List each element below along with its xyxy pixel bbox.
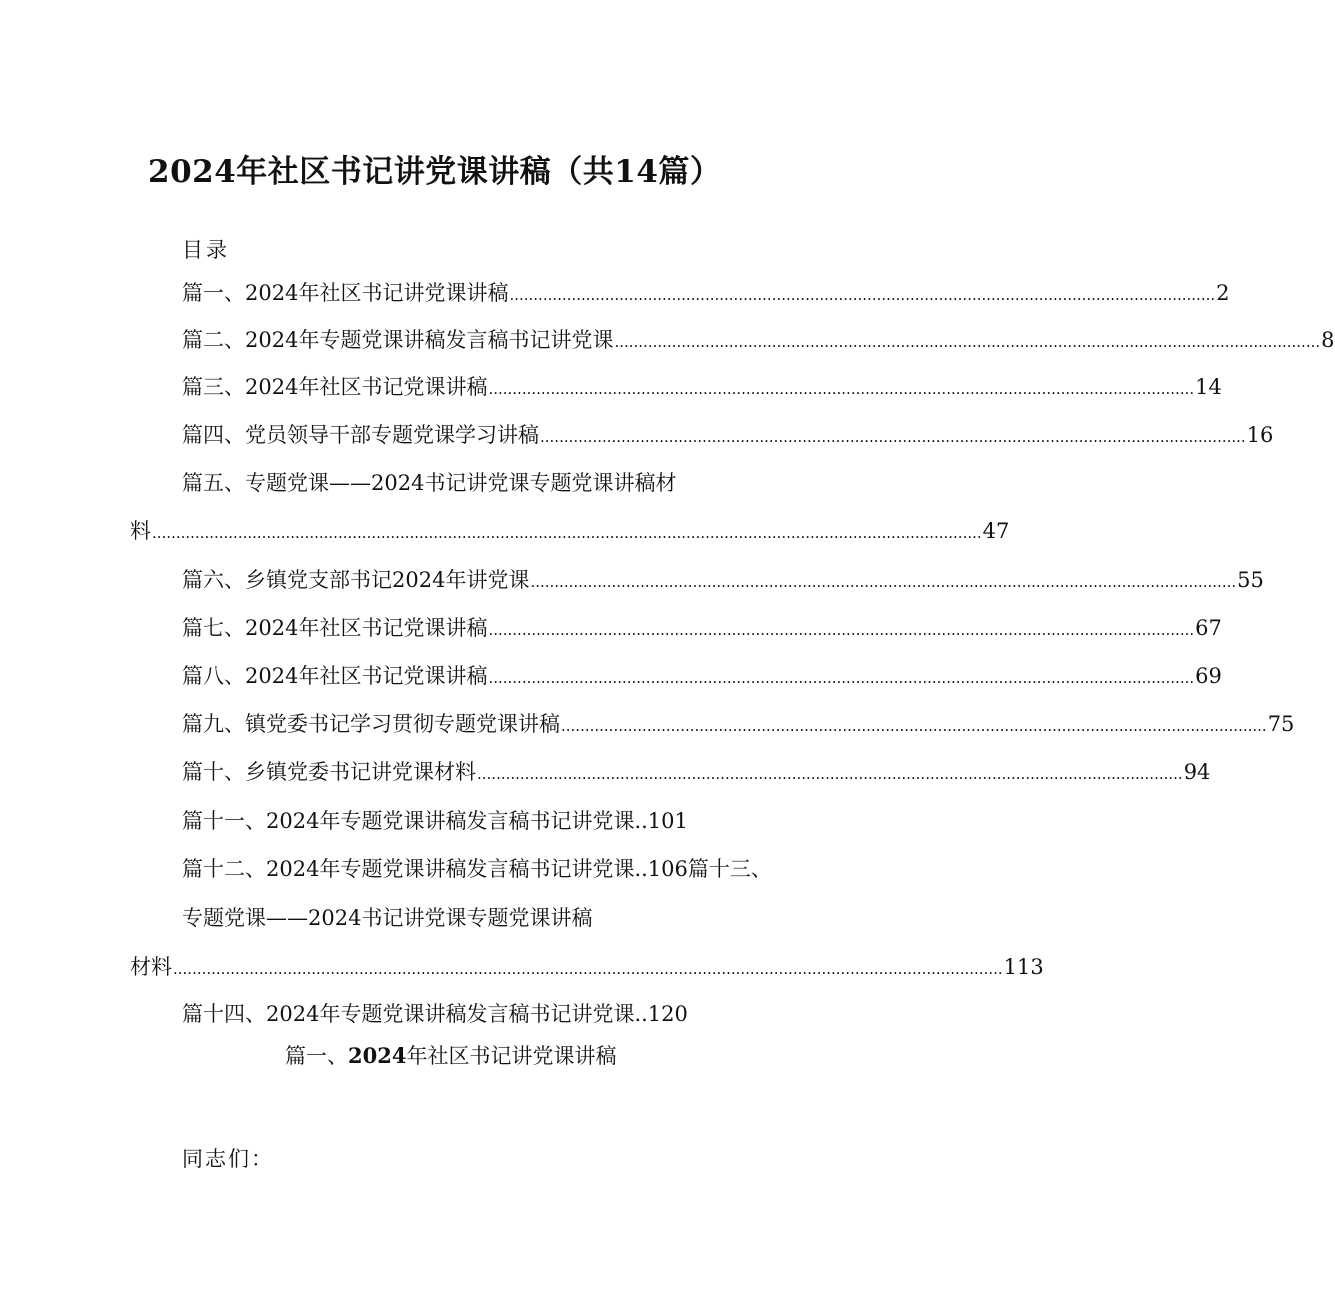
toc-leader-dots: .................................................................................................................................................... xyxy=(561,717,1267,735)
section-heading-rest: 年社区书记讲党课讲稿 xyxy=(406,1044,617,1068)
toc-entry-label: 材料 xyxy=(130,955,172,979)
toc-entry-12[interactable]: 篇十二、2024年专题党课讲稿发言稿书记讲党课..106篇十三、 xyxy=(182,857,772,881)
toc-entry-label: 料 xyxy=(130,519,151,543)
toc-entry-7[interactable] xyxy=(182,613,1222,643)
toc-entry-14[interactable]: 篇十四、2024年专题党课讲稿发言稿书记讲党课..120 xyxy=(182,1002,688,1026)
toc-entry-3[interactable] xyxy=(182,372,1222,402)
toc-page-number: 94 xyxy=(1183,760,1211,784)
salutation: 同志们： xyxy=(182,1147,274,1171)
toc-page-number: 113 xyxy=(1003,955,1044,979)
toc-entry-label: 篇二、2024年专题党课讲稿发言稿书记讲党课 xyxy=(182,328,614,352)
toc-entry-label: 篇四、党员领导干部专题党课学习讲稿 xyxy=(182,423,539,447)
toc-entry-6[interactable] xyxy=(182,565,1264,595)
toc-leader-dots: .................................................................................................................................................... xyxy=(477,765,1183,783)
toc-entry-label: 篇三、2024年社区书记党课讲稿 xyxy=(182,375,488,399)
toc-entry-label: 篇九、镇党委书记学习贯彻专题党课讲稿 xyxy=(182,712,560,736)
toc-leader-dots: .................................................................................................................................................... xyxy=(540,428,1246,446)
toc-entry-2[interactable] xyxy=(182,325,1335,355)
toc-page-number: 75 xyxy=(1267,712,1295,736)
toc-entry-1[interactable] xyxy=(182,278,1230,308)
toc-leader-dots: .................................................................................................................................................... xyxy=(530,573,1237,591)
toc-page-number: 2 xyxy=(1216,281,1230,305)
toc-entry-13-line2[interactable]: 专题党课——2024书记讲党课专题党课讲稿 xyxy=(182,906,593,930)
section-heading-year: 2024 xyxy=(348,1043,407,1068)
toc-entry-label: 篇八、2024年社区书记党课讲稿 xyxy=(182,664,488,688)
toc-entry-5[interactable] xyxy=(130,516,1010,546)
toc-page-number: 16 xyxy=(1246,423,1274,447)
toc-entry-10[interactable] xyxy=(182,757,1211,787)
toc-leader-dots: .................................................................................................................................................... xyxy=(488,669,1195,687)
toc-entry-label: 篇七、2024年社区书记党课讲稿 xyxy=(182,616,488,640)
toc-leader-dots: .................................................................................................................................................... xyxy=(488,380,1195,398)
toc-page-number: 47 xyxy=(982,519,1010,543)
toc-leader-dots: .................................................................................................................................................... xyxy=(488,621,1195,639)
toc-entry-label: 篇一、2024年社区书记讲党课讲稿 xyxy=(182,281,509,305)
toc-leader-dots: .............................................................................................................................................................................. xyxy=(173,960,1003,978)
toc-page-number: 67 xyxy=(1195,616,1222,640)
toc-page-number: 69 xyxy=(1195,664,1222,688)
toc-page-number: 55 xyxy=(1237,568,1264,592)
toc-entry-4[interactable] xyxy=(182,420,1274,450)
toc-heading: 目录 xyxy=(182,238,230,262)
toc-entry-5-line1[interactable]: 篇五、专题党课——2024书记讲党课专题党课讲稿材 xyxy=(182,471,677,495)
toc-entry-label: 篇十、乡镇党委书记讲党课材料 xyxy=(182,760,476,784)
section-heading-prefix: 篇一、 xyxy=(285,1044,348,1068)
section-heading xyxy=(285,1040,616,1070)
toc-leader-dots: .................................................................................................................................................... xyxy=(509,286,1216,304)
toc-leader-dots: .................................................................................................................................................... xyxy=(614,333,1321,351)
toc-entry-9[interactable] xyxy=(182,709,1295,739)
document-title: 2024年社区书记讲党课讲稿（共14篇） xyxy=(148,154,722,190)
toc-entry-8[interactable] xyxy=(182,661,1222,691)
toc-leader-dots: .............................................................................................................................................................................. xyxy=(152,524,982,542)
toc-entry-13[interactable] xyxy=(130,952,1044,982)
toc-page-number: 14 xyxy=(1195,375,1222,399)
toc-entry-11[interactable]: 篇十一、2024年专题党课讲稿发言稿书记讲党课..101 xyxy=(182,809,688,833)
toc-page-number: 8 xyxy=(1321,328,1335,352)
toc-entry-label: 篇六、乡镇党支部书记2024年讲党课 xyxy=(182,568,530,592)
